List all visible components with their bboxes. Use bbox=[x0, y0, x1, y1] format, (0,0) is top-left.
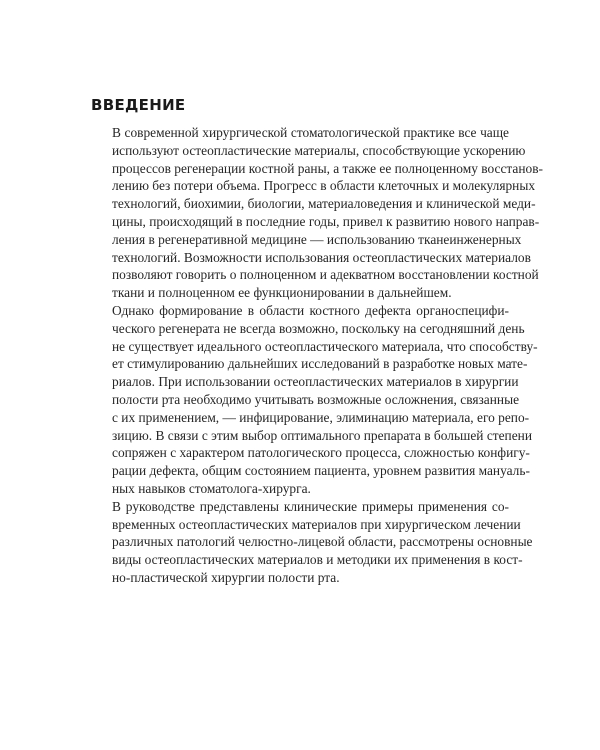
text-line: полости рта необходимо учитывать возможные осложнения, связанные bbox=[112, 391, 520, 407]
text-line: различных патологий челюстно-лицевой области, рассмотрены основные bbox=[112, 534, 533, 550]
text-line: ных навыков стоматолога-хирурга. bbox=[112, 480, 311, 496]
text-line: риалов. При использовании остеопластических материалов в хирургии bbox=[112, 374, 519, 390]
text-line: технологий. Возможности использования остеопластических материалов bbox=[112, 249, 531, 265]
text-line: Однако формирование в области костного дефекта органоспецифи- bbox=[112, 302, 509, 318]
paragraph-3 bbox=[91, 498, 533, 587]
paragraph-2 bbox=[91, 302, 538, 498]
text-line: но-пластической хирургии полости рта. bbox=[112, 569, 340, 585]
paragraph-1 bbox=[91, 124, 543, 302]
text-line: лению без потери объема. Прогресс в области клеточных и молекулярных bbox=[112, 178, 536, 194]
text-line: с их применением, — инфицирование, элиминацию материала, его репо- bbox=[112, 409, 530, 425]
section-heading: ВВЕДЕНИЕ bbox=[91, 96, 186, 114]
text-line: ткани и полноценном ее функционировании в дальнейшем. bbox=[112, 285, 452, 301]
text-line: не существует идеального остеопластического материала, что способству- bbox=[112, 338, 538, 354]
text-line: рации дефекта, общим состоянием пациента, уровнем развития мануаль- bbox=[112, 463, 530, 479]
body-text bbox=[91, 124, 543, 587]
text-line: позволяют говорить о полноценном и адекватном восстановлении костной bbox=[112, 267, 539, 283]
text-line: ления в регенеративной медицине — использованию тканеинженерных bbox=[112, 231, 522, 247]
text-line: используют остеопластические материалы, способствующие ускорению bbox=[112, 142, 526, 158]
text-line: процессов регенерации костной раны, а также ее полноценному восстанов- bbox=[112, 160, 543, 176]
text-line: цины, происходящий в последние годы, привел к развитию нового направ- bbox=[112, 213, 540, 229]
text-line: В современной хирургической стоматологической практике все чаще bbox=[112, 125, 509, 140]
text-line: временных остеопластических материалов при хирургическом лечении bbox=[112, 516, 521, 532]
text-line: В руководстве представлены клинические примеры применения со- bbox=[112, 498, 509, 514]
text-line: технологий, биохимии, биологии, материаловедения и клинической меди- bbox=[112, 196, 536, 212]
text-line: ческого регенерата не всегда возможно, поскольку на сегодняшний день bbox=[112, 320, 525, 336]
text-line: виды остеопластических материалов и методики их применения в кост- bbox=[112, 552, 523, 568]
text-line: ет стимулированию дальнейших исследований в разработке новых мате- bbox=[112, 356, 528, 372]
text-line: зицию. В связи с этим выбор оптимального препарата в большей степени bbox=[112, 427, 532, 443]
text-line: сопряжен с характером патологического процесса, сложностью конфигу- bbox=[112, 445, 530, 461]
